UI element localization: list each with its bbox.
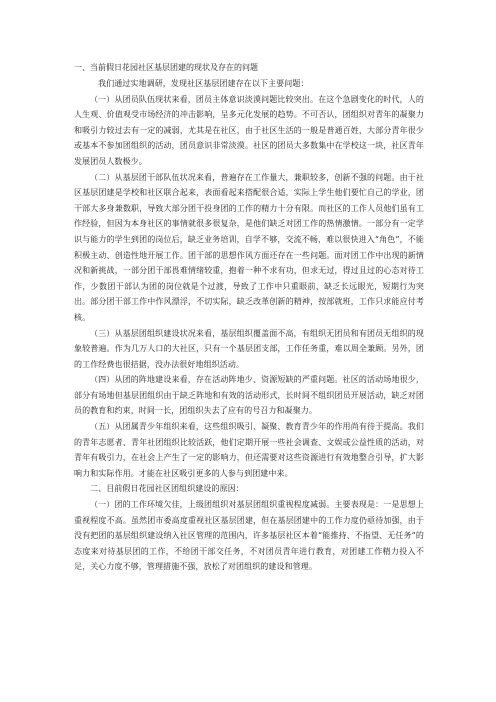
paragraph-problem-1: （一）从团员队伍现状来看，团员主体意识淡漠问题比较突出。在这个急剧变化的时代，人的人生观、价值观受市场经济的冲击影响，呈多元化发展的趋势。不可否认，团组织对青年的凝聚力和吸引力较过去有一定的减弱，尤其是在社区，由于社区生活的一般是普通百姓，大部分青年很少或基本不参加团组织的活动，团员意识非常淡漠。社区的团员大多数集中在学校这一块，社区青年发展团员人数极少。 xyxy=(74,94,424,166)
paragraph-problem-4: （四）从团的阵地建设来看，存在活动阵地少、资源短缺的严重问题。社区的活动场地很少，部分有场地但基层团组织由于缺乏阵地和有效的活动形式，长时间不组织团员开展活动，缺乏对团员的教育和约束，时间一长，团组织失去了应有的号召力和凝聚力。 xyxy=(74,375,424,416)
section-heading-1: 一、当前假日花园社区基层团建的现状及存在的问题 xyxy=(74,63,258,72)
document-body xyxy=(74,62,424,575)
intro-paragraph: 我们通过实地调研，发现社区基层团建存在以下主要问题： xyxy=(98,79,309,88)
section-heading-2: 二、目前假日花园社区团组织建设的原因： xyxy=(90,484,244,494)
paragraph-problem-3: （三）从基层团组织建设状况来看，基层组织覆盖面不高，有组织无团员和有团员无组织的现象较普遍。作为几万人口的大社区，只有一个基层团支部，工作任务重，难以周全兼顾。另外，团的工作经费也很拮据，没办法很好地组织活动。 xyxy=(74,328,424,369)
paragraph-problem-5: （五）从团属青少年组织来看，这些组织吸引、凝聚、教育青少年的作用尚有待于提高。我们的青年志愿者、青年社团组织比较活跃，他们定期开展一些社会调查、文娱或公益性质的活动，对青年有吸引力，在社会上产生了一定的影响力，但还需要对这些资源进行有效地整合引导，扩大影响力和实际作用。才能在社区吸引更多的人参与到团建中来。 xyxy=(74,422,424,478)
paragraph-problem-2: （二）从基层团干部队伍状况来看，普遍存在工作量大，兼职较多，创新不强的问题。由于社区基层团建是学校和社区联合起来，表面看起来搭配很合适，实际上学生他们要忙自己的学业，团干部大多身兼数职，导致大部分团干投身团的工作的精力十分有限。而社区的工作人员他们虽有工作经验，但因为本身社区的事情就很多很复杂，是他们缺乏对团工作的热情激情。一部分有一定学识与能力的学生到团的岗位后，缺乏业务培训，自学不够，交流不畅，难以很快进入“角色”，不能积极主动、创造性地开展工作。团干部的思想作风方面还存在一些问题。面对团工作中出现的新情况和新挑战，一部分团干部畏难情绪较重，抱着一种不求有功，但求无过，得过且过的心态对待工作，少数团干部认为团的岗位就是个过渡，导致了工作中只重眼前，缺乏长远眼光，短期行为突出。部分团干部工作中作风漂浮，不切实际，缺乏改革创新的精神，按部就班，工作只求能应付考核。 xyxy=(74,172,424,322)
paragraph-cause-1: （一）团的工作环境欠佳，上级团组织对基层团组织重视程度减弱。主要表现是：一是思想上重视程度不高。虽然团市委高度重视社区基层团建，但在基层团建中的工作力度仍亟待加强，由于没有把团的基层组织建设纳入社区管理的范围内，许多基层社区本着“能推持、不指望、无任务”的态度来对待基层团的工作，不给团干部交任务，不对团员青年进行教育，对团建工作精力投入不足，关心力度不够，管理措施不强，放松了对团组织的建设和管理。 xyxy=(74,500,424,572)
